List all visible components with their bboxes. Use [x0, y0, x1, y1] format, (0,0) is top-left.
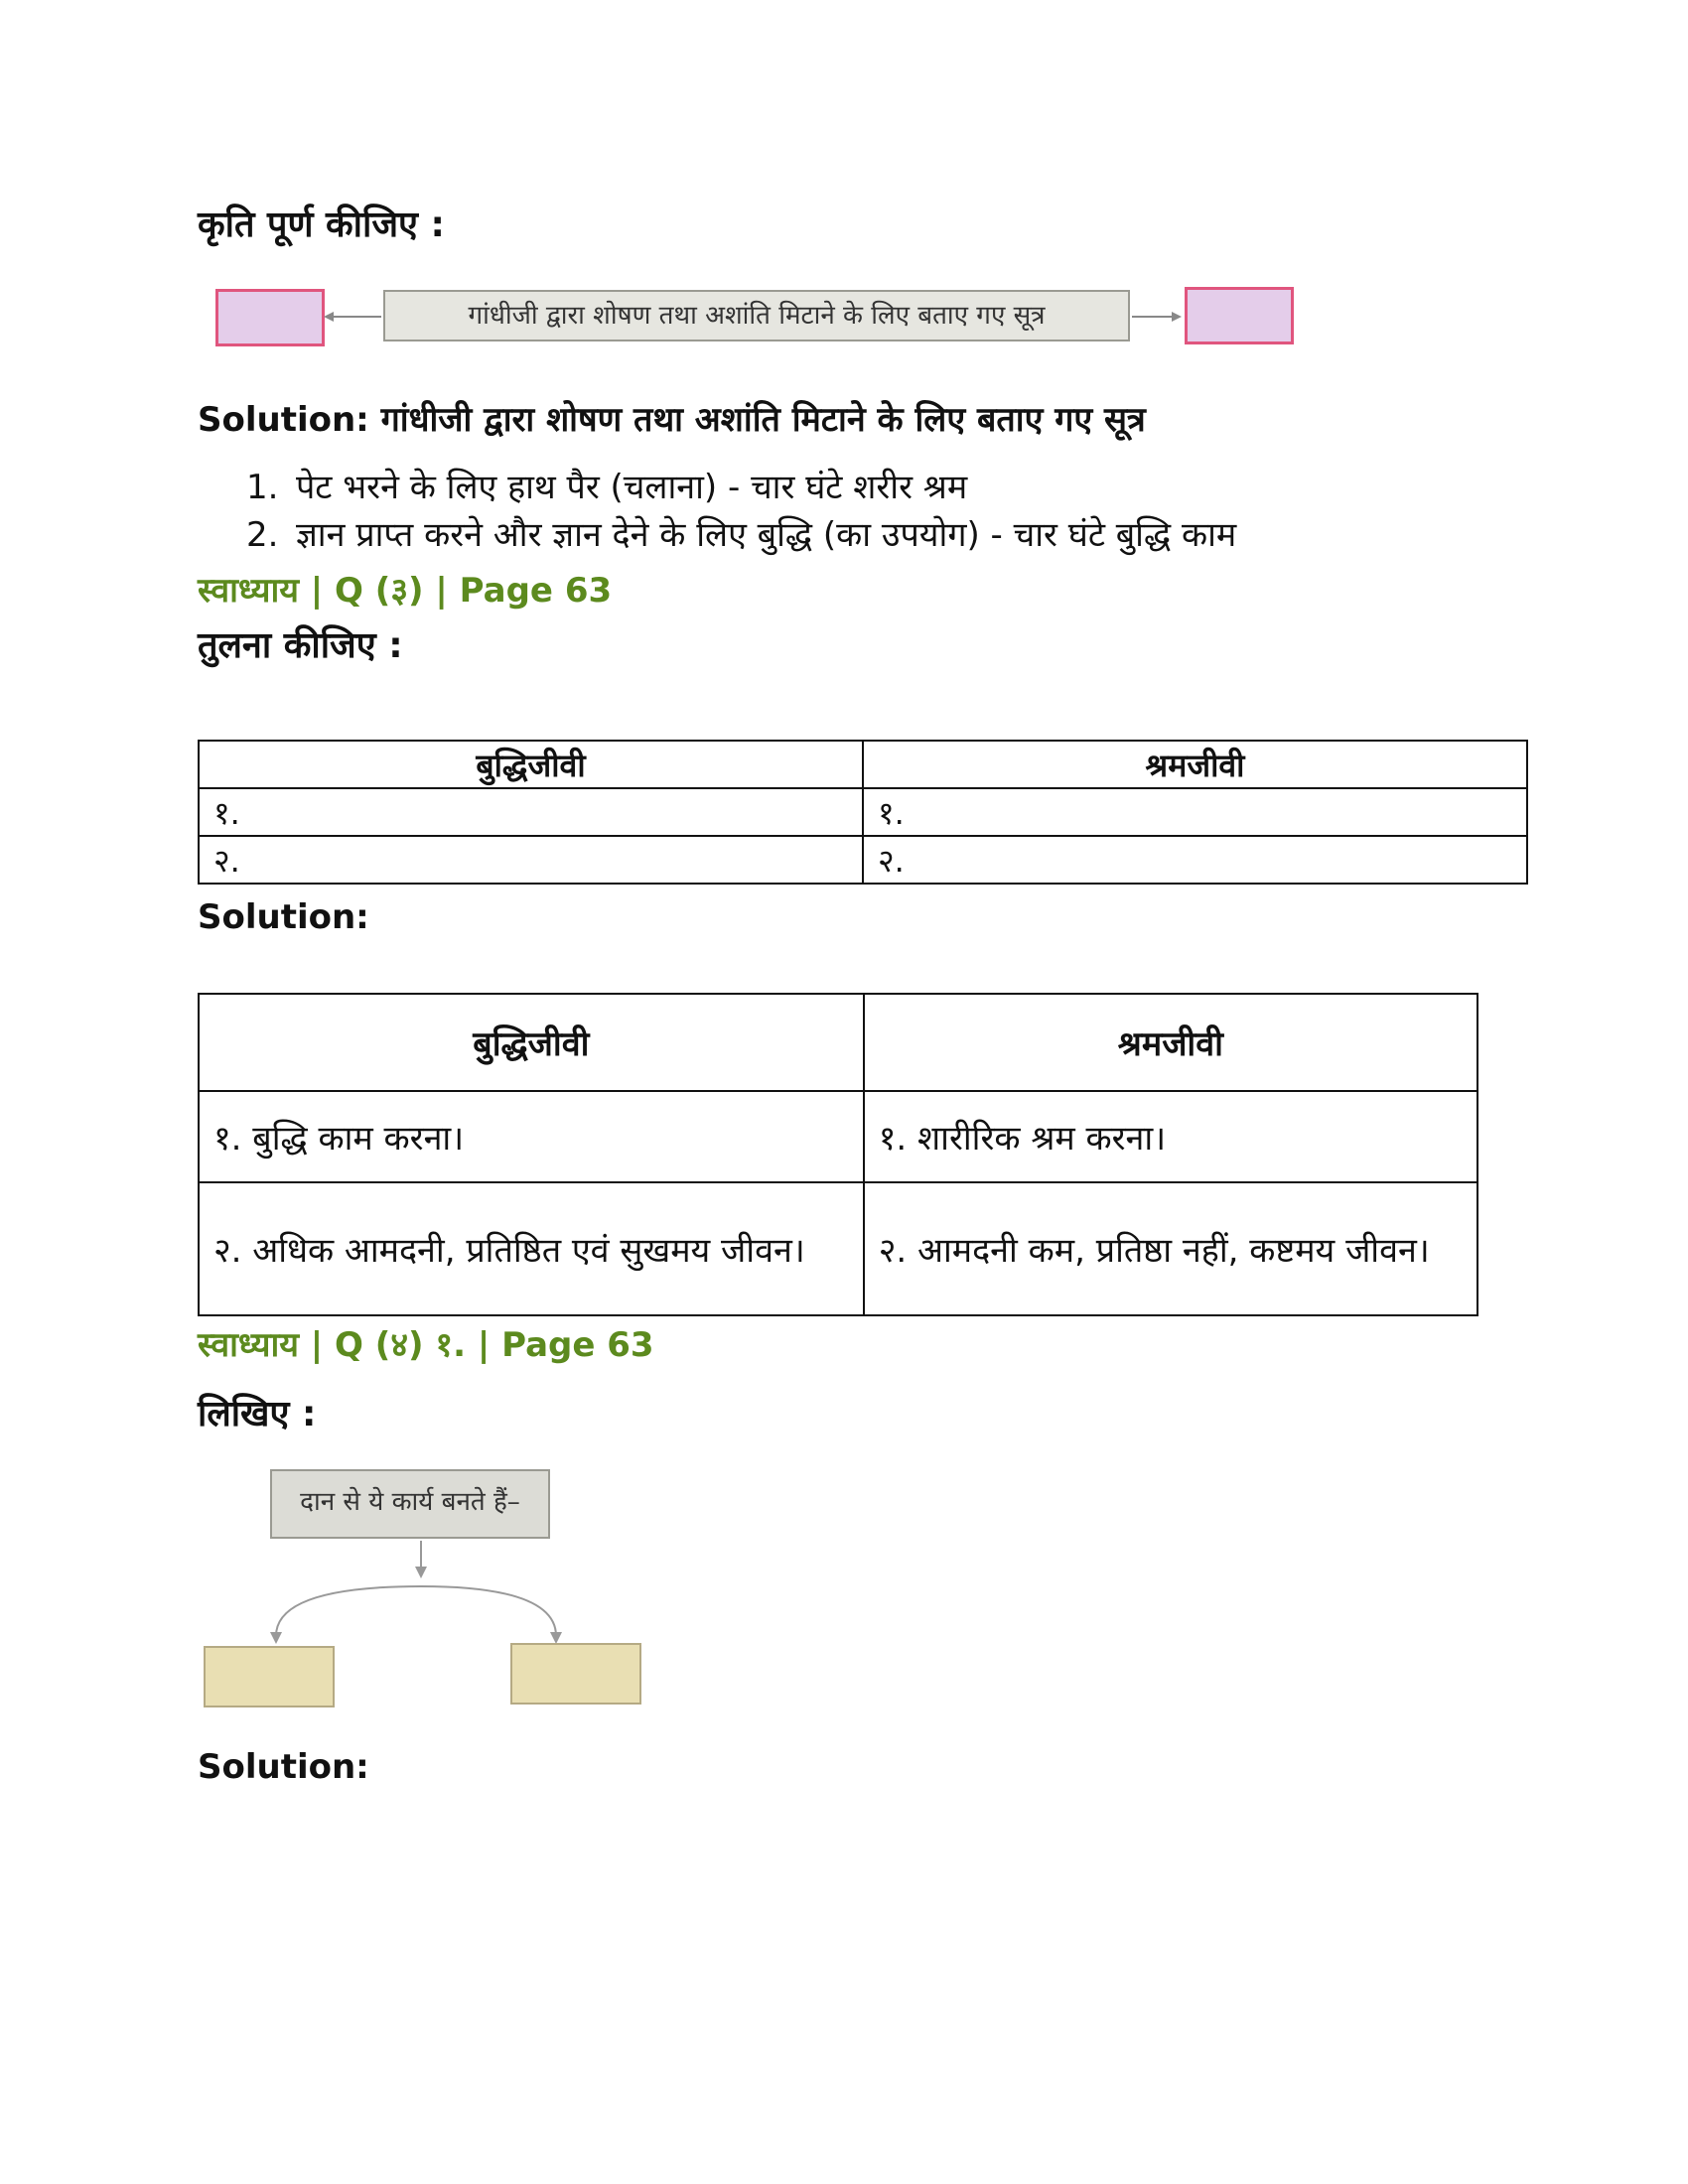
solution-line-1 — [198, 395, 1146, 441]
table-header-row — [199, 994, 1477, 1091]
question-table — [198, 740, 1528, 885]
table-cell: १. — [863, 788, 1527, 836]
table-header-row — [199, 741, 1527, 788]
table-cell: २. आमदनी कम, प्रतिष्ठा नहीं, कष्टमय जीवन। — [864, 1182, 1477, 1315]
blank-box-right — [1185, 287, 1294, 344]
solution-title: गांधीजी द्वारा शोषण तथा अशांति मिटाने के लिए बताए गए सूत्र — [380, 400, 1146, 440]
arrow-left-icon — [318, 298, 387, 338]
blank-box-left — [215, 289, 325, 346]
diagram-top-label: दान से ये कार्य बनते हैं– — [270, 1469, 550, 1539]
list-item: 1. पेट भरने के लिए हाथ पैर (चलाना) - चार घंटे शरीर श्रम — [246, 468, 968, 507]
table-cell: २. — [863, 836, 1527, 884]
reference-link-q3[interactable]: स्वाध्याय | Q (३) | Page 63 — [198, 571, 613, 611]
column-header: श्रमजीवी — [864, 994, 1477, 1091]
compare-heading: तुलना कीजिए : — [198, 625, 403, 666]
reference-link-q4[interactable]: स्वाध्याय | Q (४) १. | Page 63 — [198, 1325, 654, 1365]
list-item: 2. ज्ञान प्राप्त करने और ज्ञान देने के लिए बुद्धि (का उपयोग) - चार घंटे बुद्धि काम — [246, 515, 1237, 555]
solution-label: Solution: — [198, 400, 369, 440]
table-row — [199, 1182, 1477, 1315]
column-header: श्रमजीवी — [863, 741, 1527, 788]
column-header: बुद्धिजीवी — [199, 741, 863, 788]
table-row — [199, 836, 1527, 884]
table-cell: २. — [199, 836, 863, 884]
table-cell: २. अधिक आमदनी, प्रतिष्ठित एवं सुखमय जीवन। — [199, 1182, 864, 1315]
diagram-center-label: गांधीजी द्वारा शोषण तथा अशांति मिटाने के लिए बताए गए सूत्र — [383, 290, 1130, 341]
solution-label-2: Solution: — [198, 897, 369, 937]
blank-box-left — [204, 1646, 335, 1707]
write-heading: लिखिए : — [198, 1394, 317, 1434]
branch-arrows-icon — [199, 1537, 655, 1646]
arrow-right-icon — [1128, 298, 1188, 338]
table-row — [199, 1091, 1477, 1182]
sutra-list — [246, 463, 1236, 558]
blank-box-right — [510, 1643, 641, 1705]
column-header: बुद्धिजीवी — [199, 994, 864, 1091]
table-cell: १. — [199, 788, 863, 836]
table-row — [199, 788, 1527, 836]
table-cell: १. शारीरिक श्रम करना। — [864, 1091, 1477, 1182]
solution-label-3: Solution: — [198, 1747, 369, 1787]
answer-table — [198, 993, 1478, 1316]
activity-heading: कृति पूर्ण कीजिए : — [198, 205, 445, 245]
table-cell: १. बुद्धि काम करना। — [199, 1091, 864, 1182]
